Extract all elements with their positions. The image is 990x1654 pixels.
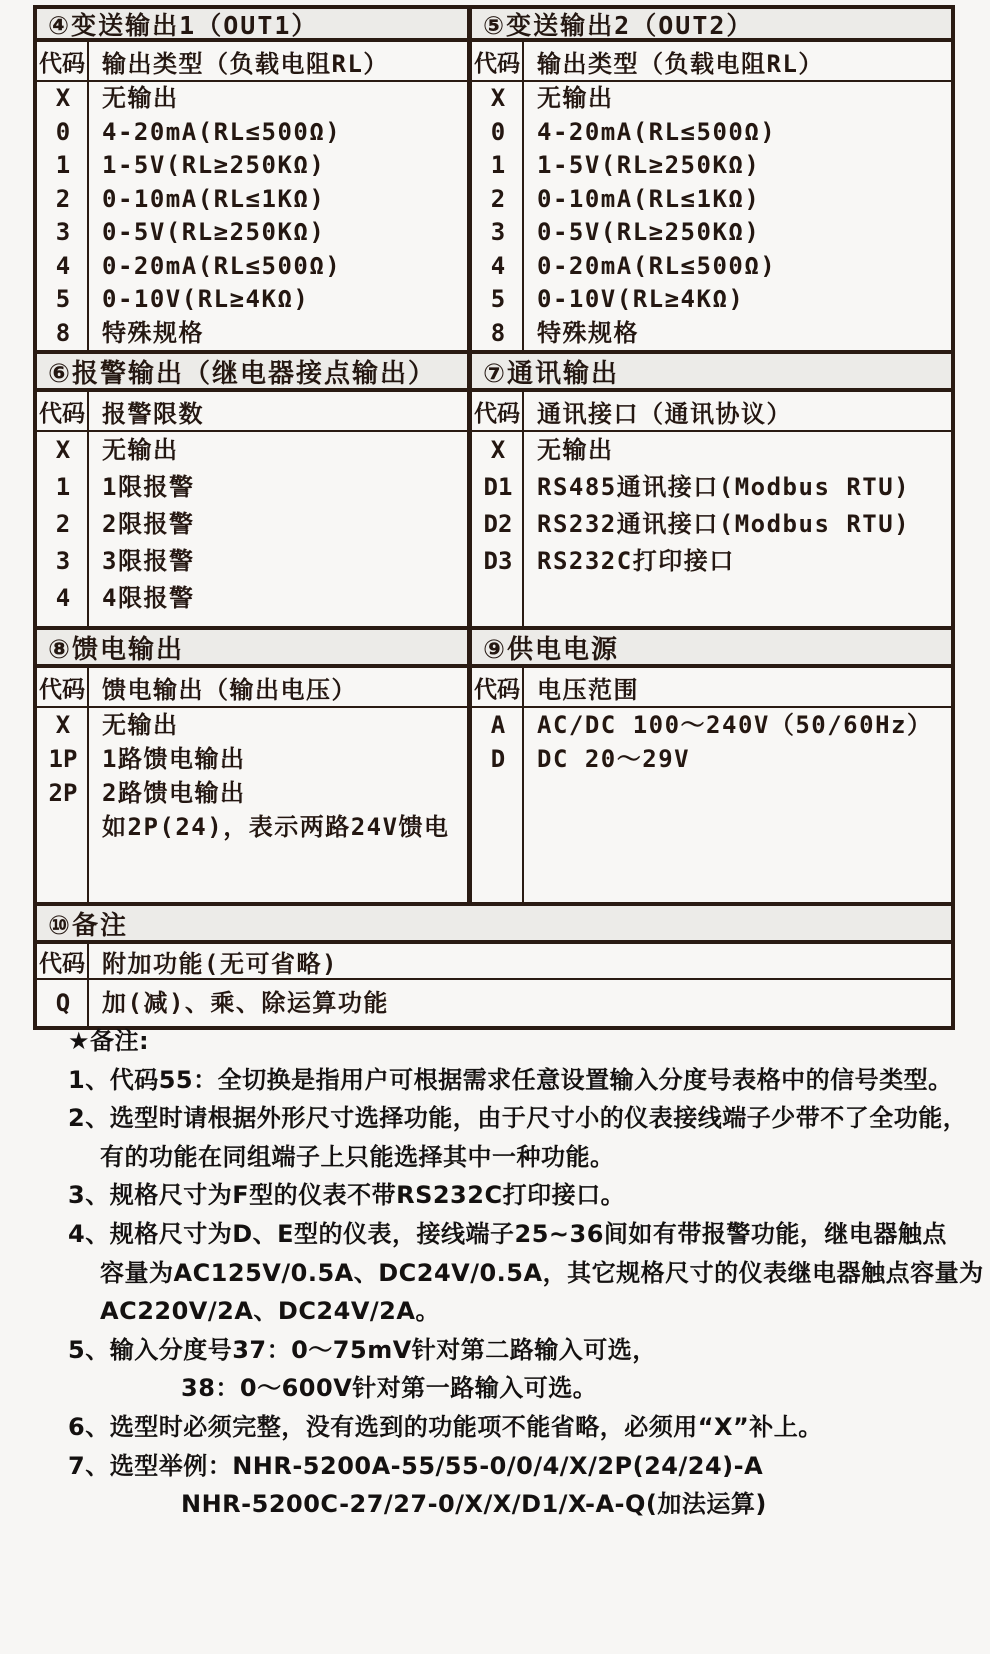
table-row: [472, 432, 951, 469]
desc-cell: 4-20mA(RL≤500Ω): [102, 117, 342, 146]
table-row: [37, 469, 467, 506]
table-row: [37, 216, 467, 250]
table-row: [472, 116, 951, 150]
desc-cell: 特殊规格: [537, 318, 639, 347]
code-cell: 0: [55, 117, 71, 146]
table-row: [37, 82, 467, 116]
code-cell: 4: [55, 251, 71, 280]
code-header-cell: 代码: [39, 676, 85, 703]
section-title-out2: ⑤变送输出2（OUT2）: [472, 9, 951, 42]
table-row: [472, 149, 951, 183]
code-cell: 2: [55, 510, 71, 538]
note-line: 5、输入分度号37：0～75mV针对第二路输入可选，: [68, 1335, 657, 1364]
section-out2: [467, 9, 951, 350]
code-cell: 2: [490, 184, 506, 213]
code-cell: X: [490, 436, 506, 464]
table-row: [37, 742, 467, 776]
section-out1: [37, 9, 467, 350]
code-header-cell: 代码: [39, 400, 85, 427]
code-cell: D: [490, 745, 506, 773]
desc-cell: RS232C打印接口: [537, 547, 735, 575]
table-header-row: [472, 42, 951, 82]
code-cell: 8: [55, 318, 71, 347]
section-remark: [37, 906, 951, 1026]
code-header-cell: 代码: [474, 400, 520, 427]
section-title-out1: ④变送输出1（OUT1）: [37, 9, 467, 42]
desc-cell: 0-10mA(RL≤1KΩ): [102, 184, 326, 213]
desc-cell: 2路馈电输出: [102, 779, 246, 807]
note-line: 38：0～600V针对第一路输入可选。: [181, 1374, 598, 1403]
code-cell: X: [55, 436, 71, 464]
table-body: [472, 432, 951, 626]
note-line: 1、代码55：全切换是指用户可根据需求任意设置输入分度号表格中的信号类型。: [68, 1065, 953, 1094]
code-cell: Q: [55, 989, 71, 1017]
section-title-feed: ⑧馈电输出: [37, 630, 467, 668]
table-row: [37, 810, 467, 844]
note-line: 2、选型时请根据外形尺寸选择功能，由于尺寸小的仪表接线端子少带不了全功能，: [68, 1104, 968, 1133]
code-cell: 5: [490, 285, 506, 313]
desc-cell: 0-20mA(RL≤500Ω): [102, 251, 342, 280]
note-line: 有的功能在同组端子上只能选择其中一种功能。: [100, 1142, 615, 1171]
desc-header-cell: 输出类型（负载电阻RL）: [87, 42, 467, 80]
table-header-row: [472, 392, 951, 432]
desc-header-cell: 通讯接口（通讯协议）: [522, 392, 951, 430]
desc-cell: 无输出: [537, 84, 614, 112]
model-selection-table: [33, 5, 955, 1030]
code-cell: 1P: [48, 745, 78, 773]
table-body: [472, 708, 951, 902]
desc-cell: AC/DC 100～240V（50/60Hz）: [537, 711, 933, 739]
table-row: [37, 432, 467, 469]
table-row: [472, 216, 951, 250]
table-header-row: [37, 668, 467, 708]
desc-cell: 无输出: [102, 436, 179, 464]
code-cell: 5: [55, 285, 71, 313]
note-line: AC220V/2A、DC24V/2A。: [100, 1297, 440, 1326]
code-cell: [37, 810, 89, 844]
table-row: [472, 543, 951, 580]
table-row: [37, 183, 467, 217]
section-comm: [467, 354, 951, 626]
desc-cell: 3限报警: [102, 547, 195, 575]
section-alarm: [37, 354, 467, 626]
note-line: 4、规格尺寸为D、E型的仪表，接线端子25~36间如有带报警功能，继电器触点: [68, 1219, 947, 1248]
desc-cell: 加(减)、乘、除运算功能: [102, 989, 389, 1017]
band-alarm-comm: [37, 350, 951, 626]
note-line: 3、规格尺寸为F型的仪表不带RS232C打印接口。: [68, 1181, 626, 1210]
code-cell: 3: [490, 218, 506, 246]
table-row: [472, 742, 951, 776]
code-cell: 1: [490, 151, 506, 179]
section-power: [467, 630, 951, 902]
table-body: [37, 980, 951, 1026]
table-row: [37, 980, 951, 1026]
code-cell: 4: [490, 251, 506, 280]
code-cell: 8: [490, 318, 506, 347]
desc-cell: 1限报警: [102, 473, 195, 501]
code-cell: X: [55, 84, 71, 112]
section-title-comm: ⑦通讯输出: [472, 354, 951, 392]
code-cell: 1: [55, 151, 71, 179]
code-header-cell: 代码: [474, 676, 520, 703]
code-cell: 3: [55, 547, 71, 575]
table-row: [37, 543, 467, 580]
code-cell: X: [490, 84, 506, 112]
code-cell: D2: [483, 510, 513, 538]
desc-header-cell: 报警限数: [87, 392, 467, 430]
code-cell: 2: [55, 184, 71, 213]
table-header-row: [37, 42, 467, 82]
table-row: [472, 469, 951, 506]
note-line: NHR-5200C-27/27-0/X/X/D1/X-A-Q(加法运算): [181, 1490, 767, 1519]
desc-cell: RS232通讯接口(Modbus RTU): [537, 510, 911, 538]
table-row: [472, 82, 951, 116]
table-row: [37, 149, 467, 183]
note-line: 容量为AC125V/0.5A、DC24V/0.5A，其它规格尺寸的仪表继电器触点容量为: [100, 1258, 984, 1287]
table-row: [37, 506, 467, 543]
notes: [68, 1022, 984, 1524]
table-row: [37, 580, 467, 617]
desc-cell: 0-10mA(RL≤1KΩ): [537, 184, 761, 213]
desc-cell: DC 20～29V: [537, 745, 691, 773]
desc-cell: 0-5V(RL≥250KΩ): [102, 218, 326, 246]
desc-header-cell: 输出类型（负载电阻RL）: [522, 42, 951, 80]
table-row: [472, 506, 951, 543]
table-row: [37, 283, 467, 317]
desc-cell: 2限报警: [102, 510, 195, 538]
table-body: [472, 82, 951, 350]
desc-cell: 如2P(24)，表示两路24V馈电: [102, 813, 450, 841]
code-header-cell: 代码: [39, 50, 85, 77]
code-cell: 2P: [48, 779, 78, 807]
band-remark: [37, 902, 951, 1026]
code-cell: X: [55, 711, 71, 739]
table-body: [37, 708, 467, 902]
table-row: [37, 317, 467, 351]
code-cell: 4: [55, 584, 71, 612]
note-line: 7、选型举例：NHR-5200A-55/55-0/0/4/X/2P(24/24)-A: [68, 1451, 764, 1480]
band-feed-power: [37, 626, 951, 902]
desc-cell: 0-5V(RL≥250KΩ): [537, 218, 761, 246]
desc-cell: RS485通讯接口(Modbus RTU): [537, 473, 911, 501]
desc-cell: 0-10V(RL≥4KΩ): [537, 285, 745, 313]
desc-header-cell: 馈电输出（输出电压）: [87, 668, 467, 706]
desc-cell: 无输出: [537, 436, 614, 464]
table-row: [37, 708, 467, 742]
table-header-row: [37, 392, 467, 432]
table-row: [472, 183, 951, 217]
code-cell: 3: [55, 218, 71, 246]
notes-header: ★备注:: [68, 1027, 150, 1055]
code-cell: D1: [483, 473, 513, 501]
table-body: [37, 82, 467, 350]
desc-header-cell: 附加功能(无可省略): [87, 944, 951, 978]
code-cell: D3: [483, 547, 513, 575]
desc-cell: 0-20mA(RL≤500Ω): [537, 251, 777, 280]
section-title-power: ⑨供电电源: [472, 630, 951, 668]
desc-cell: 特殊规格: [102, 318, 204, 347]
code-header-cell: 代码: [474, 50, 520, 77]
desc-cell: 0-10V(RL≥4KΩ): [102, 285, 310, 313]
table-row: [37, 776, 467, 810]
desc-cell: 无输出: [102, 84, 179, 112]
section-feed: [37, 630, 467, 902]
desc-cell: 无输出: [102, 711, 179, 739]
code-cell: 0: [490, 117, 506, 146]
table-row: [472, 317, 951, 351]
desc-cell: 1-5V(RL≥250KΩ): [102, 151, 326, 179]
code-cell: A: [490, 711, 506, 739]
table-row: [472, 250, 951, 284]
section-title-remark: ⑩备注: [37, 906, 951, 944]
code-cell: 1: [55, 473, 71, 501]
code-header-cell: 代码: [39, 950, 85, 977]
desc-cell: 4限报警: [102, 584, 195, 612]
desc-header-cell: 电压范围: [522, 668, 951, 706]
table-header-row: [37, 944, 951, 980]
table-row: [37, 250, 467, 284]
section-title-alarm: ⑥报警输出（继电器接点输出）: [37, 354, 467, 392]
table-header-row: [472, 668, 951, 708]
desc-cell: 4-20mA(RL≤500Ω): [537, 117, 777, 146]
desc-cell: 1-5V(RL≥250KΩ): [537, 151, 761, 179]
table-body: [37, 432, 467, 626]
table-row: [472, 708, 951, 742]
note-line: 6、选型时必须完整，没有选到的功能项不能省略，必须用“X”补上。: [68, 1412, 823, 1441]
band-transmit-outputs: [37, 9, 951, 350]
table-row: [37, 116, 467, 150]
table-row: [472, 283, 951, 317]
desc-cell: 1路馈电输出: [102, 745, 246, 773]
